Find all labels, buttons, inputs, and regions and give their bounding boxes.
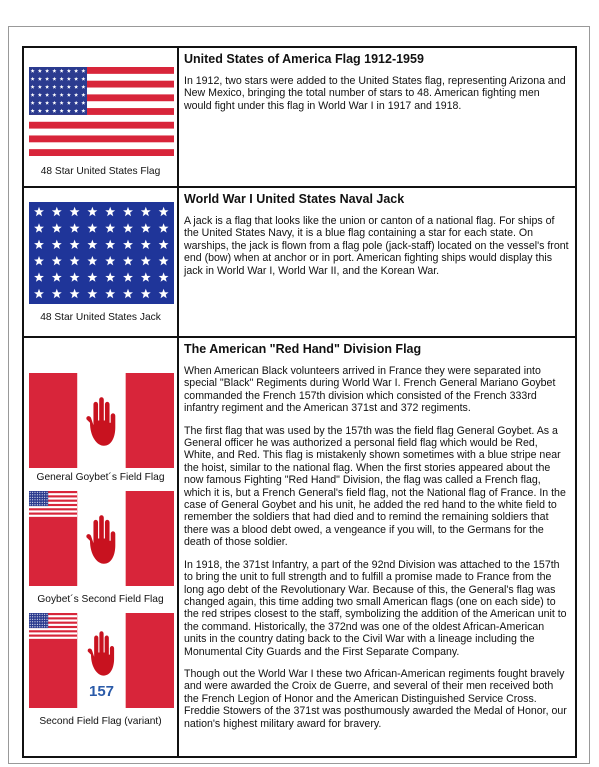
- flag-stripe: [29, 513, 77, 515]
- flag-stripe: [29, 135, 174, 142]
- flag-stripe: [29, 637, 77, 639]
- section-heading: United States of America Flag 1912-1959: [184, 52, 424, 66]
- section-heading: The American "Red Hand" Division Flag: [184, 342, 422, 356]
- paragraph: A jack is a flag that looks like the union or canton of a national flag. For ships of the United States Navy, it is a blue flag containing a star for each state. On warships, the jack is flown from a flag pole (jack-staff) located on the vessel's front end (bow) when at anchor or in port. American fighting ships would display this jack in World War I, World War II, and the Korean War.: [184, 215, 569, 277]
- section-row-naval-jack: [23, 187, 576, 337]
- flag-stripe: [29, 142, 174, 149]
- flag-stripe: [29, 506, 77, 508]
- paragraph: In 1912, two stars were added to the United States flag, representing Arizona and New Mexico, bringing the total number of stars to 48. American fighting men would fight under this flag in World War I in 1917 and 1918.: [184, 75, 566, 112]
- flag-stripe: [29, 508, 77, 510]
- image-caption: 48 Star United States Jack: [40, 312, 161, 323]
- paragraph: When American Black volunteers arrived in France they were separated into special "Black" Regiments during World War I. French General Mariano Goybet commanded the French 157th division which consisted of the French 333rd infantry regiment and the American 371st and 372 regiments.: [184, 365, 556, 415]
- flag-stripe: [29, 510, 77, 512]
- goybet-second-field-flag-image: [29, 491, 174, 586]
- text-cell: [178, 337, 576, 757]
- flag-stripe: [29, 149, 174, 156]
- jack-field: [29, 202, 174, 304]
- section-row-red-hand: [23, 337, 576, 757]
- flag-stripe: [29, 115, 174, 122]
- second-field-flag-variant-image: [29, 613, 174, 708]
- red-band: [126, 373, 174, 468]
- 48-star-us-jack-image: [29, 202, 174, 304]
- image-caption: Goybet´s Second Field Flag: [37, 594, 164, 605]
- section-row-us-flag: [23, 47, 576, 187]
- image-caption: 48 Star United States Flag: [40, 166, 161, 177]
- flag-stripe: [29, 628, 77, 630]
- flag-number: 157: [88, 683, 115, 700]
- flag-stripe: [29, 129, 174, 136]
- flag-stripe: [29, 639, 77, 641]
- us-flag-graphic: [29, 613, 77, 641]
- 48-star-us-flag-image: [29, 67, 174, 156]
- flag-stripe: [29, 515, 77, 517]
- us-flag-graphic: [29, 67, 174, 156]
- image-cell: [23, 187, 178, 337]
- image-cell: [23, 47, 178, 187]
- section-heading: World War I United States Naval Jack: [184, 192, 405, 206]
- image-cell: [23, 337, 178, 757]
- flag-stripe: [29, 517, 77, 519]
- text-cell: [178, 187, 576, 337]
- paragraph: The first flag that was used by the 157th was the field flag General Goybet. As a General officer he was authorized a personal field flag which would be Red, White, and Red. This flag is mistakenly shown sometimes with a blue stripe near the hoist, similar to the national flag. When the first stories appeared about the now famous Fighting "Red Hand" Division, the flag was called a French flag, which it is, but a French General's field flag, not the National flag of France. In the case of General Goybet and his unit, he added the red hand to the white field to remember the soldiers that had died and to remind the remaining soldiers that there was a blood debt owed, a vengeance if you will, to the Germans for the death of those soldier.: [184, 424, 566, 549]
- image-caption: Second Field Flag (variant): [39, 716, 162, 727]
- flag-stripe: [29, 630, 77, 632]
- flag-stripe: [29, 635, 77, 637]
- document-table: [22, 46, 577, 758]
- flag-stripe: [29, 632, 77, 634]
- flag-stripe: [29, 122, 174, 129]
- flag-canton: [29, 491, 48, 506]
- paragraph: In 1918, the 371st Infantry, a part of the 92nd Division was attached to the 157th to bring the unit to full strength and to fulfill a promise made to France from the long ago debt of the Revolutionary War. Because of this, the General's flag was changed again, this time adding two small American flags (one on each side) to the red stripes closest to the staff, symbolizing the addition of the American unit to the command. Historically, the 372nd was one of the oldest African-American units in the country dating back to the Civil War with a lineage including the Monumental City Guards and the First Separate Company.: [184, 558, 567, 658]
- goybet-field-flag-image: [29, 373, 174, 468]
- paragraph: Though out the World War I these two African-American regiments fought bravely and were awarded the Croix de Guerre, and several of their men received both the French Legion of Honor and the American Distinguished Service Cross. Freddie Stowers of the 371st was posthumously awarded the Medal of Honor, our nation's highest military award for bravery.: [184, 667, 567, 730]
- image-caption: General Goybet´s Field Flag: [36, 472, 165, 483]
- red-band: [126, 613, 174, 708]
- us-flag-graphic: [29, 491, 77, 519]
- red-band: [29, 373, 77, 468]
- flag-canton: [29, 613, 48, 628]
- flag-canton: [29, 67, 87, 115]
- text-cell: [178, 47, 576, 187]
- red-band: [126, 491, 174, 586]
